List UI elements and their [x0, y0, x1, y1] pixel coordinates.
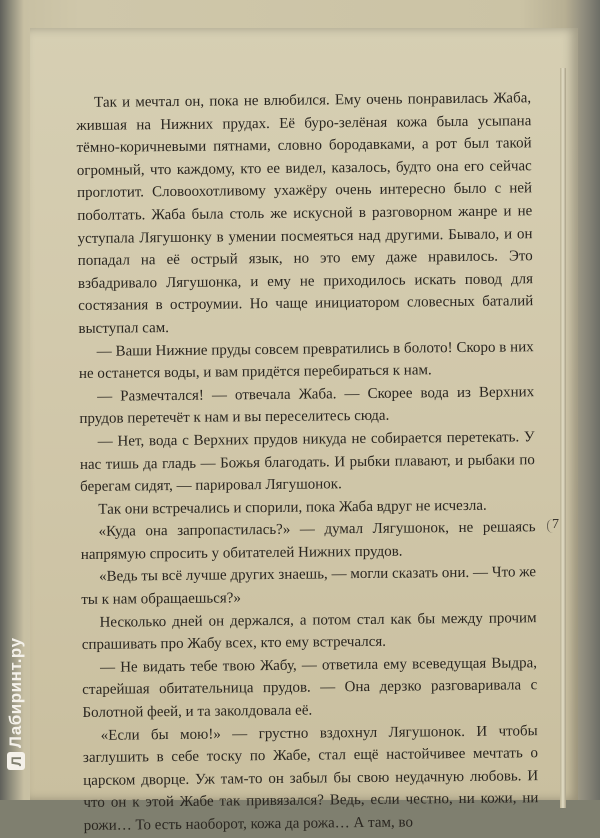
paragraph: — Размечтался! — отвечала Жаба. — Скорее вода из Верхних прудов перетечёт к нам и вы переселитесь сюда.	[79, 383, 535, 428]
watermark-text: Лабиринт.ру	[6, 637, 25, 748]
watermark	[6, 637, 26, 770]
paragraph: «Куда она запропастилась?» — думал Лягушонок, не решаясь напрямую спросить у обитателей Нижних прудов.	[80, 519, 536, 563]
page-text	[76, 87, 539, 837]
page-stack-edge	[560, 68, 566, 808]
paragraph: — Нет, вода с Верхних прудов никуда не собирается перетекать. У нас тишь да гладь — Божья благодать. И рыбки плавают, и рыбаки по берегам сидят, — парировал Лягушонок.	[79, 429, 535, 496]
watermark-logo-icon: Л	[7, 752, 25, 770]
paragraph: Так они встречались и спорили, пока Жаба вдруг не исчезла.	[98, 497, 487, 518]
page-number: 7	[552, 517, 559, 532]
paragraph: Так и мечтал он, пока не влюбился. Ему очень понравилась Жаба, жившая на Нижних прудах. Её буро-зелёная кожа была усыпана тёмно-коричневыми пятнами, словно бородавками, а рот был такой огромный, что каждому, кто ее видел, казалось, будто она его сейчас проглотит. Словоохотливому ухажёру очень интересно было с ней поболтать. Жаба была столь же искусной в разговорном жанре и не уступала Лягушонку в умении посмеяться над другими. Бывало, и он попадал на её острый язык, но это ему даже нравилось. Это взбадривало Лягушонка, и ему не приходилось искать повод для состязания в остроумии. Но чаще инициатором словесных баталий выступал сам.	[76, 90, 534, 337]
paragraph: Несколько дней он держался, а потом стал как бы между прочим спрашивать про Жабу всех, кто ему встречался.	[81, 609, 537, 654]
paragraph: — Ваши Нижние пруды совсем превратились в болото! Скоро в них не останется воды, и вам придётся перебираться к нам.	[78, 338, 534, 383]
paragraph: — Не видать тебе твою Жабу, — ответила ему всеведущая Выдра, старейшая обитательница прудов. — Она дерзко разговаривала с Болотной феей, и та заколдовала её.	[82, 655, 538, 721]
paragraph: «Ведь ты всё лучше других знаешь, — могли сказать они. — Что же ты к нам обращаешься?»	[81, 564, 537, 609]
paragraph: «Если бы мою!» — грустно вздохнул Лягушонок. И чтобы заглушить в себе тоску по Жабе, стал ещё настойчивее мечтать о царском дворце. Уж там-то он забыл бы свою неудачную любовь. И что он к этой Жабе так привязался? Ведь, если честно, ни кожи, ни рожи… То есть наоборот, кожа да рожа… А там, во	[82, 722, 539, 834]
